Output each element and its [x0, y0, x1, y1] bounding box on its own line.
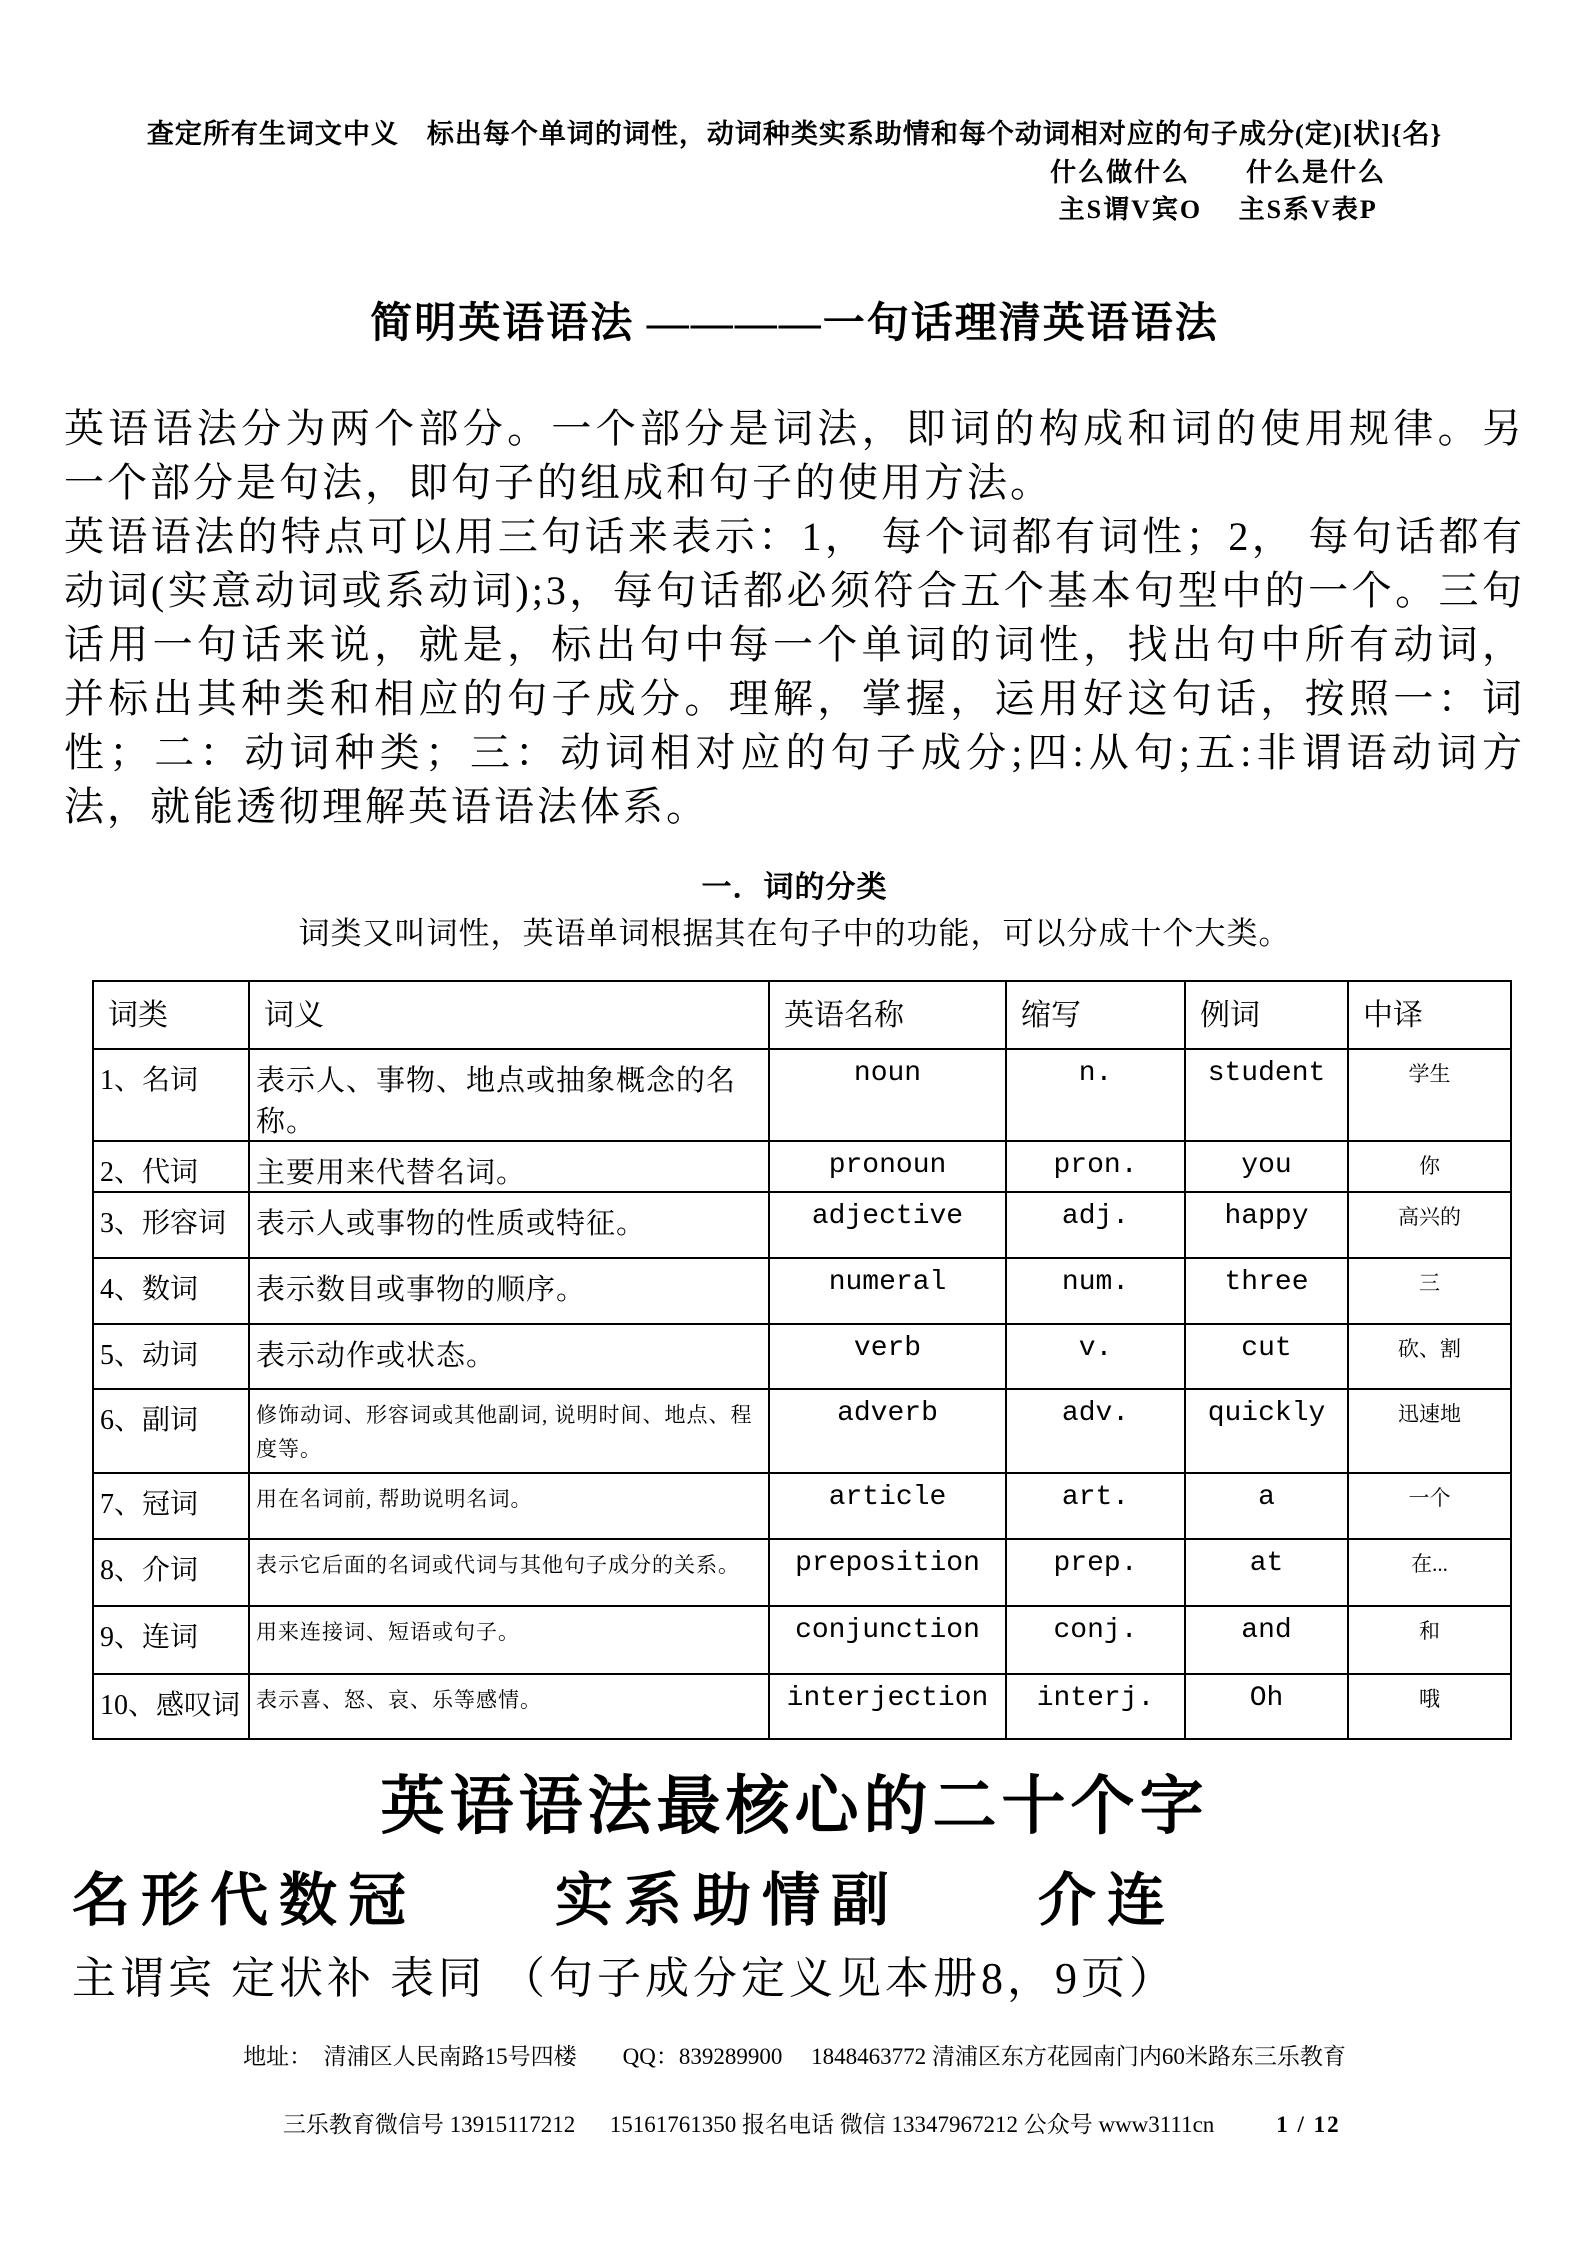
- cell-abbr: n.: [1006, 1049, 1185, 1141]
- cell-class: 8、介词: [93, 1539, 249, 1606]
- cell-meaning: 表示动作或状态。: [249, 1324, 769, 1389]
- cell-class: 6、副词: [93, 1389, 249, 1473]
- cell-english: conjunction: [769, 1606, 1006, 1674]
- cell-chinese: 一个: [1348, 1473, 1511, 1539]
- cell-example: cut: [1185, 1324, 1348, 1389]
- col-header-example: 例词: [1185, 981, 1348, 1049]
- col-header-class: 词类: [93, 981, 249, 1049]
- cell-english: verb: [769, 1324, 1006, 1389]
- annotation-right-block: [911, 154, 1525, 228]
- cell-class: 4、数词: [93, 1258, 249, 1324]
- table-row: [93, 1192, 1511, 1258]
- page-title: 简明英语语法 ————一句话理清英语语法: [370, 301, 1219, 347]
- page-number: 1 / 12: [1276, 2112, 1341, 2137]
- cell-chinese: 你: [1348, 1141, 1511, 1192]
- cell-abbr: conj.: [1006, 1606, 1185, 1674]
- cell-class: 7、冠词: [93, 1473, 249, 1539]
- footer-contact-line: [64, 2074, 1525, 2176]
- col-header-abbr: 缩写: [1006, 981, 1185, 1049]
- cell-english: article: [769, 1473, 1006, 1539]
- table-row: [93, 1049, 1511, 1141]
- annotation-line-2: 什么做什么 什么是什么: [1050, 158, 1387, 187]
- cell-chinese: 在...: [1348, 1539, 1511, 1606]
- cell-abbr: art.: [1006, 1473, 1185, 1539]
- cell-abbr: num.: [1006, 1258, 1185, 1324]
- parts-of-speech-table: [92, 980, 1512, 1740]
- cell-class: 5、动词: [93, 1324, 249, 1389]
- cell-meaning: 表示数目或事物的顺序。: [249, 1258, 769, 1324]
- section-heading: 一．词的分类: [701, 871, 888, 904]
- cell-meaning: 表示人、事物、地点或抽象概念的名称。: [249, 1049, 769, 1141]
- cell-meaning: 用在名词前, 帮助说明名词。: [249, 1473, 769, 1539]
- core-chars-line-2: 主谓宾 定状补 表同 （句子成分定义见本册8，9页）: [72, 1954, 1177, 2003]
- cell-example: and: [1185, 1606, 1348, 1674]
- cell-example: you: [1185, 1141, 1348, 1192]
- col-header-english: 英语名称: [769, 981, 1006, 1049]
- cell-chinese: 哦: [1348, 1674, 1511, 1739]
- cell-example: three: [1185, 1258, 1348, 1324]
- table-row: [93, 1674, 1511, 1739]
- table-row: [93, 1324, 1511, 1389]
- annotation-line-3: 主S谓V宾O 主S系V表P: [1058, 195, 1378, 224]
- table-row: [93, 1389, 1511, 1473]
- cell-meaning: 主要用来代替名词。: [249, 1141, 769, 1192]
- table-row: [93, 1141, 1511, 1192]
- cell-class: 1、名词: [93, 1049, 249, 1141]
- cell-english: noun: [769, 1049, 1006, 1141]
- cell-example: happy: [1185, 1192, 1348, 1258]
- cell-chinese: 高兴的: [1348, 1192, 1511, 1258]
- cell-meaning: 用来连接词、短语或句子。: [249, 1606, 769, 1674]
- cell-meaning: 表示喜、怒、哀、乐等感情。: [249, 1674, 769, 1739]
- cell-abbr: prep.: [1006, 1539, 1185, 1606]
- cell-abbr: pron.: [1006, 1141, 1185, 1192]
- cell-example: a: [1185, 1473, 1348, 1539]
- table-row: [93, 1473, 1511, 1539]
- cell-abbr: adv.: [1006, 1389, 1185, 1473]
- table-row: [93, 1258, 1511, 1324]
- cell-class: 2、代词: [93, 1141, 249, 1192]
- cell-english: adverb: [769, 1389, 1006, 1473]
- cell-abbr: adj.: [1006, 1192, 1185, 1258]
- col-header-meaning: 词义: [249, 981, 769, 1049]
- cell-class: 3、形容词: [93, 1192, 249, 1258]
- table-row: [93, 1539, 1511, 1606]
- footer-contact-text: 三乐教育微信号 13915117212 15161761350 报名电话 微信 13347967212 公众号 www3111cn: [282, 2112, 1215, 2137]
- cell-english: interjection: [769, 1674, 1006, 1739]
- intro-paragraph-2: 英语语法的特点可以用三句话来表示：1， 每个词都有词性；2， 每句话都有动词(实意动词或系动词);3，每句话都必须符合五个基本句型中的一个。三句话用一句话来说，就是，标出句中每一个单词的词性，找出句中所有动词，并标出其种类和相应的句子成分。理解，掌握，运用好这句话，按照一：词性；二：动词种类；三：动词相对应的句子成分;四:从句;五:非谓语动词方法，就能透彻理解英语语法体系。: [64, 514, 1525, 829]
- table-row: [93, 1606, 1511, 1674]
- table-header-row: [93, 981, 1511, 1049]
- cell-example: quickly: [1185, 1389, 1348, 1473]
- cell-chinese: 学生: [1348, 1049, 1511, 1141]
- cell-chinese: 和: [1348, 1606, 1511, 1674]
- cell-meaning: 修饰动词、形容词或其他副词, 说明时间、地点、程度等。: [249, 1389, 769, 1473]
- cell-meaning: 表示它后面的名词或代词与其他句子成分的关系。: [249, 1539, 769, 1606]
- cell-example: at: [1185, 1539, 1348, 1606]
- intro-section: [64, 402, 1525, 834]
- page-footer: [64, 2040, 1525, 2176]
- cell-english: pronoun: [769, 1141, 1006, 1192]
- cell-example: student: [1185, 1049, 1348, 1141]
- col-header-chinese: 中译: [1348, 981, 1511, 1049]
- footer-address-line: 地址： 清浦区人民南路15号四楼 QQ：839289900 1848463772 清浦区东方花园南门内60米路东三乐教育: [243, 2044, 1346, 2069]
- cell-english: preposition: [769, 1539, 1006, 1606]
- cell-chinese: 三: [1348, 1258, 1511, 1324]
- annotation-line-1: 查定所有生词文中义 标出每个单词的词性，动词种类实系助情和每个动词相对应的句子成分(定)[状]{名}: [146, 119, 1443, 149]
- section-subtitle: 词类又叫词性，英语单词根据其在句子中的功能，可以分成十个大类。: [298, 916, 1291, 951]
- cell-chinese: 砍、割: [1348, 1324, 1511, 1389]
- cell-class: 9、连词: [93, 1606, 249, 1674]
- cell-english: numeral: [769, 1258, 1006, 1324]
- cell-abbr: v.: [1006, 1324, 1185, 1389]
- cell-class: 10、感叹词: [93, 1674, 249, 1739]
- cell-english: adjective: [769, 1192, 1006, 1258]
- intro-paragraph-1: 英语语法分为两个部分。一个部分是词法，即词的构成和词的使用规律。另一个部分是句法，即句子的组成和句子的使用方法。: [64, 406, 1525, 505]
- cell-meaning: 表示人或事物的性质或特征。: [249, 1192, 769, 1258]
- core-chars-line-1: 名形代数冠 实系助情副 介连: [72, 1868, 1177, 1933]
- core-twenty-chars-heading: 英语语法最核心的二十个字: [380, 1771, 1209, 1842]
- cell-chinese: 迅速地: [1348, 1389, 1511, 1473]
- cell-example: Oh: [1185, 1674, 1348, 1739]
- top-annotation: [64, 116, 1525, 228]
- cell-abbr: interj.: [1006, 1674, 1185, 1739]
